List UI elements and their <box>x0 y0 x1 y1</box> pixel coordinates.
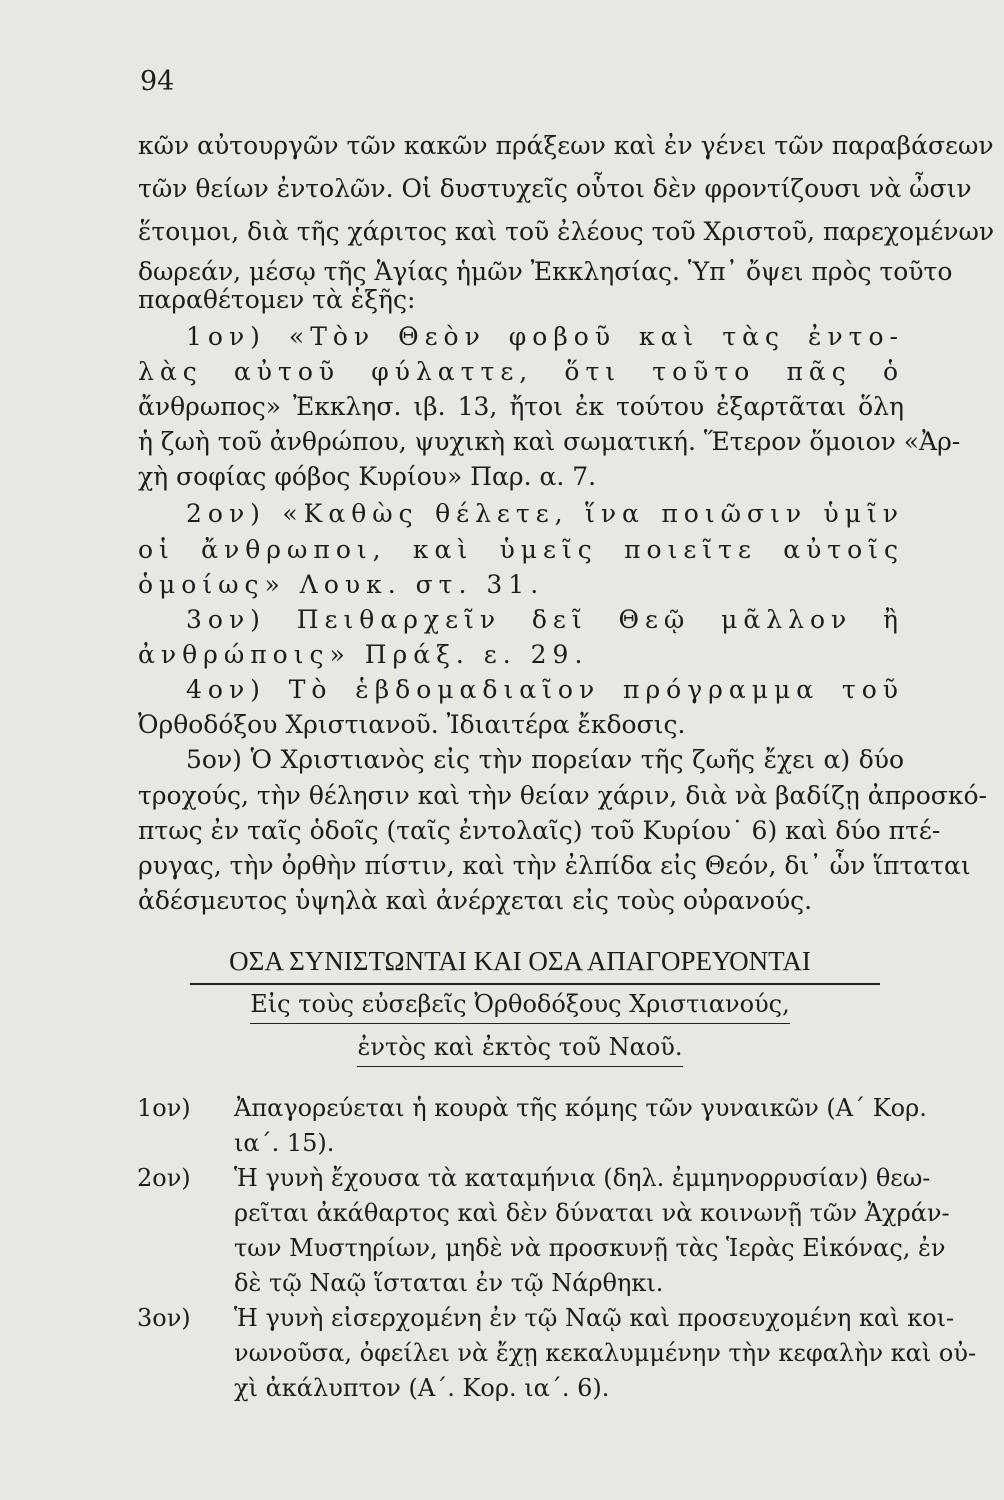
list-item-line: Ἀπαγορεύεται ἡ κουρὰ τῆς κόμης τῶν γυναικῶν (Α΄ Κορ. <box>234 1094 927 1122</box>
body-line: ἀδέσμευτος ὑψηλὰ καὶ ἀνέρχεται εἰς τοὺς οὐρανούς. <box>138 886 813 915</box>
item-number: 1ον) <box>137 1094 191 1122</box>
body-line: ἕτοιμοι, διὰ τῆς χάριτος καὶ τοῦ ἐλέους τοῦ Χριστοῦ, παρεχομένων <box>138 217 995 246</box>
list-item-line: χὶ ἀκάλυπτον (Α΄. Κορ. ια΄. 6). <box>234 1374 610 1402</box>
page-number: 94 <box>140 66 175 97</box>
body-line: 1ον) «Τὸν Θεὸν φοβοῦ καὶ τὰς ἐντο- <box>186 322 904 351</box>
body-line: ἡ ζωὴ τοῦ ἀνθρώπου, ψυχικὴ καὶ σωματική. Ἕτερον ὅμοιον «Ἀρ- <box>138 427 961 456</box>
body-line: ὁμοίως» Λουκ. στ. 31. <box>138 570 545 599</box>
section-subheading <box>160 1030 880 1067</box>
list-item-line: Ἡ γυνὴ εἰσερχομένη ἐν τῷ Ναῷ καὶ προσευχομένη καὶ κοι- <box>234 1304 955 1332</box>
body-line: παραθέτομεν τὰ ἑξῆς: <box>138 285 416 314</box>
list-item-line: ρεῖται ἀκάθαρτος καὶ δὲν δύναται νὰ κοινωνῇ τῶν Ἀχράν- <box>234 1199 950 1227</box>
body-line: οἱ ἄνθρωποι, καὶ ὑμεῖς ποιεῖτε αὐτοῖς <box>138 535 904 564</box>
list-item-line: Ἡ γυνὴ ἔχουσα τὰ καταμήνια (δηλ. ἐμμηνορρυσίαν) θεω- <box>234 1164 931 1192</box>
heading-rule <box>190 983 880 985</box>
subheading-line-1: Εἰς τοὺς εὐσεβεῖς Ὀρθοδόξους Χριστιανούς, <box>250 987 790 1024</box>
body-line: λὰς αὐτοῦ φύλαττε, ὅτι τοῦτο πᾶς ὁ <box>138 357 904 386</box>
body-line: ρυγας, τὴν ὀρθὴν πίστιν, καὶ τὴν ἐλπίδα εἰς Θεόν, δι᾽ ὧν ἵπταται <box>138 851 971 880</box>
body-line: τῶν θείων ἐντολῶν. Οἱ δυστυχεῖς οὗτοι δὲν φροντίζουσι νὰ ὦσιν <box>138 174 972 203</box>
body-line: 2ον) «Καθὼς θέλετε, ἵνα ποιῶσιν ὑμῖν <box>186 499 904 528</box>
body-line: τροχούς, τὴν θέλησιν καὶ τὴν θείαν χάριν, διὰ νὰ βαδίζῃ ἀπροσκό- <box>138 781 987 810</box>
body-line: χὴ σοφίας φόβος Κυρίου» Παρ. α. 7. <box>138 462 597 491</box>
item-number: 3ον) <box>137 1304 191 1332</box>
body-line: Ὀρθοδόξου Χριστιανοῦ. Ἰδιαιτέρα ἔκδοσις. <box>138 710 686 739</box>
body-line: κῶν αὐτουργῶν τῶν κακῶν πράξεων καὶ ἐν γένει τῶν παραβάσεων <box>138 131 994 160</box>
subheading-line-2: ἐντὸς καὶ ἐκτὸς τοῦ Ναοῦ. <box>357 1030 682 1067</box>
list-item-line: ια΄. 15). <box>234 1129 335 1157</box>
body-line: πτως ἐν ταῖς ὁδοῖς (ταῖς ἐντολαῖς) τοῦ Κυρίου˙ 6) καὶ δύο πτέ- <box>138 816 941 845</box>
section-subheading <box>160 987 880 1024</box>
list-item-line: των Μυστηρίων, μηδὲ νὰ προσκυνῇ τὰς Ἱερὰς Εἰκόνας, ἐν <box>234 1234 946 1262</box>
body-line: 4ον) Τὸ ἑβδομαδιαῖον πρόγραμμα τοῦ <box>186 675 904 704</box>
section-heading: ΟΣΑ ΣΥΝΙΣΤΩΝΤΑΙ ΚΑΙ ΟΣΑ ΑΠΑΓΟΡΕΥΟΝΤΑΙ <box>229 946 811 976</box>
list-item-line: δὲ τῷ Ναῷ ἵσταται ἐν τῷ Νάρθηκι. <box>234 1269 664 1297</box>
body-line: δωρεάν, μέσῳ τῆς Ἁγίας ἡμῶν Ἐκκλησίας. Ὑπ᾽ ὄψει πρὸς τοῦτο <box>138 257 953 286</box>
body-line: 5ον) Ὁ Χριστιανὸς εἰς τὴν πορείαν τῆς ζωῆς ἔχει α) δύο <box>186 745 904 774</box>
body-line: ἄνθρωπος» Ἐκκλησ. ιβ. 13, ἤτοι ἐκ τούτου ἐξαρτᾶται ὅλη <box>138 392 904 421</box>
item-number: 2ον) <box>137 1164 191 1192</box>
list-item-line: νωνοῦσα, ὀφείλει νὰ ἔχῃ κεκαλυμμένην τὴν κεφαλὴν καὶ οὐ- <box>234 1339 977 1367</box>
body-line: 3ον) Πειθαρχεῖν δεῖ Θεῷ μᾶλλον ἢ <box>186 605 904 634</box>
body-line: ἀνθρώποις» Πράξ. ε. 29. <box>138 640 589 669</box>
